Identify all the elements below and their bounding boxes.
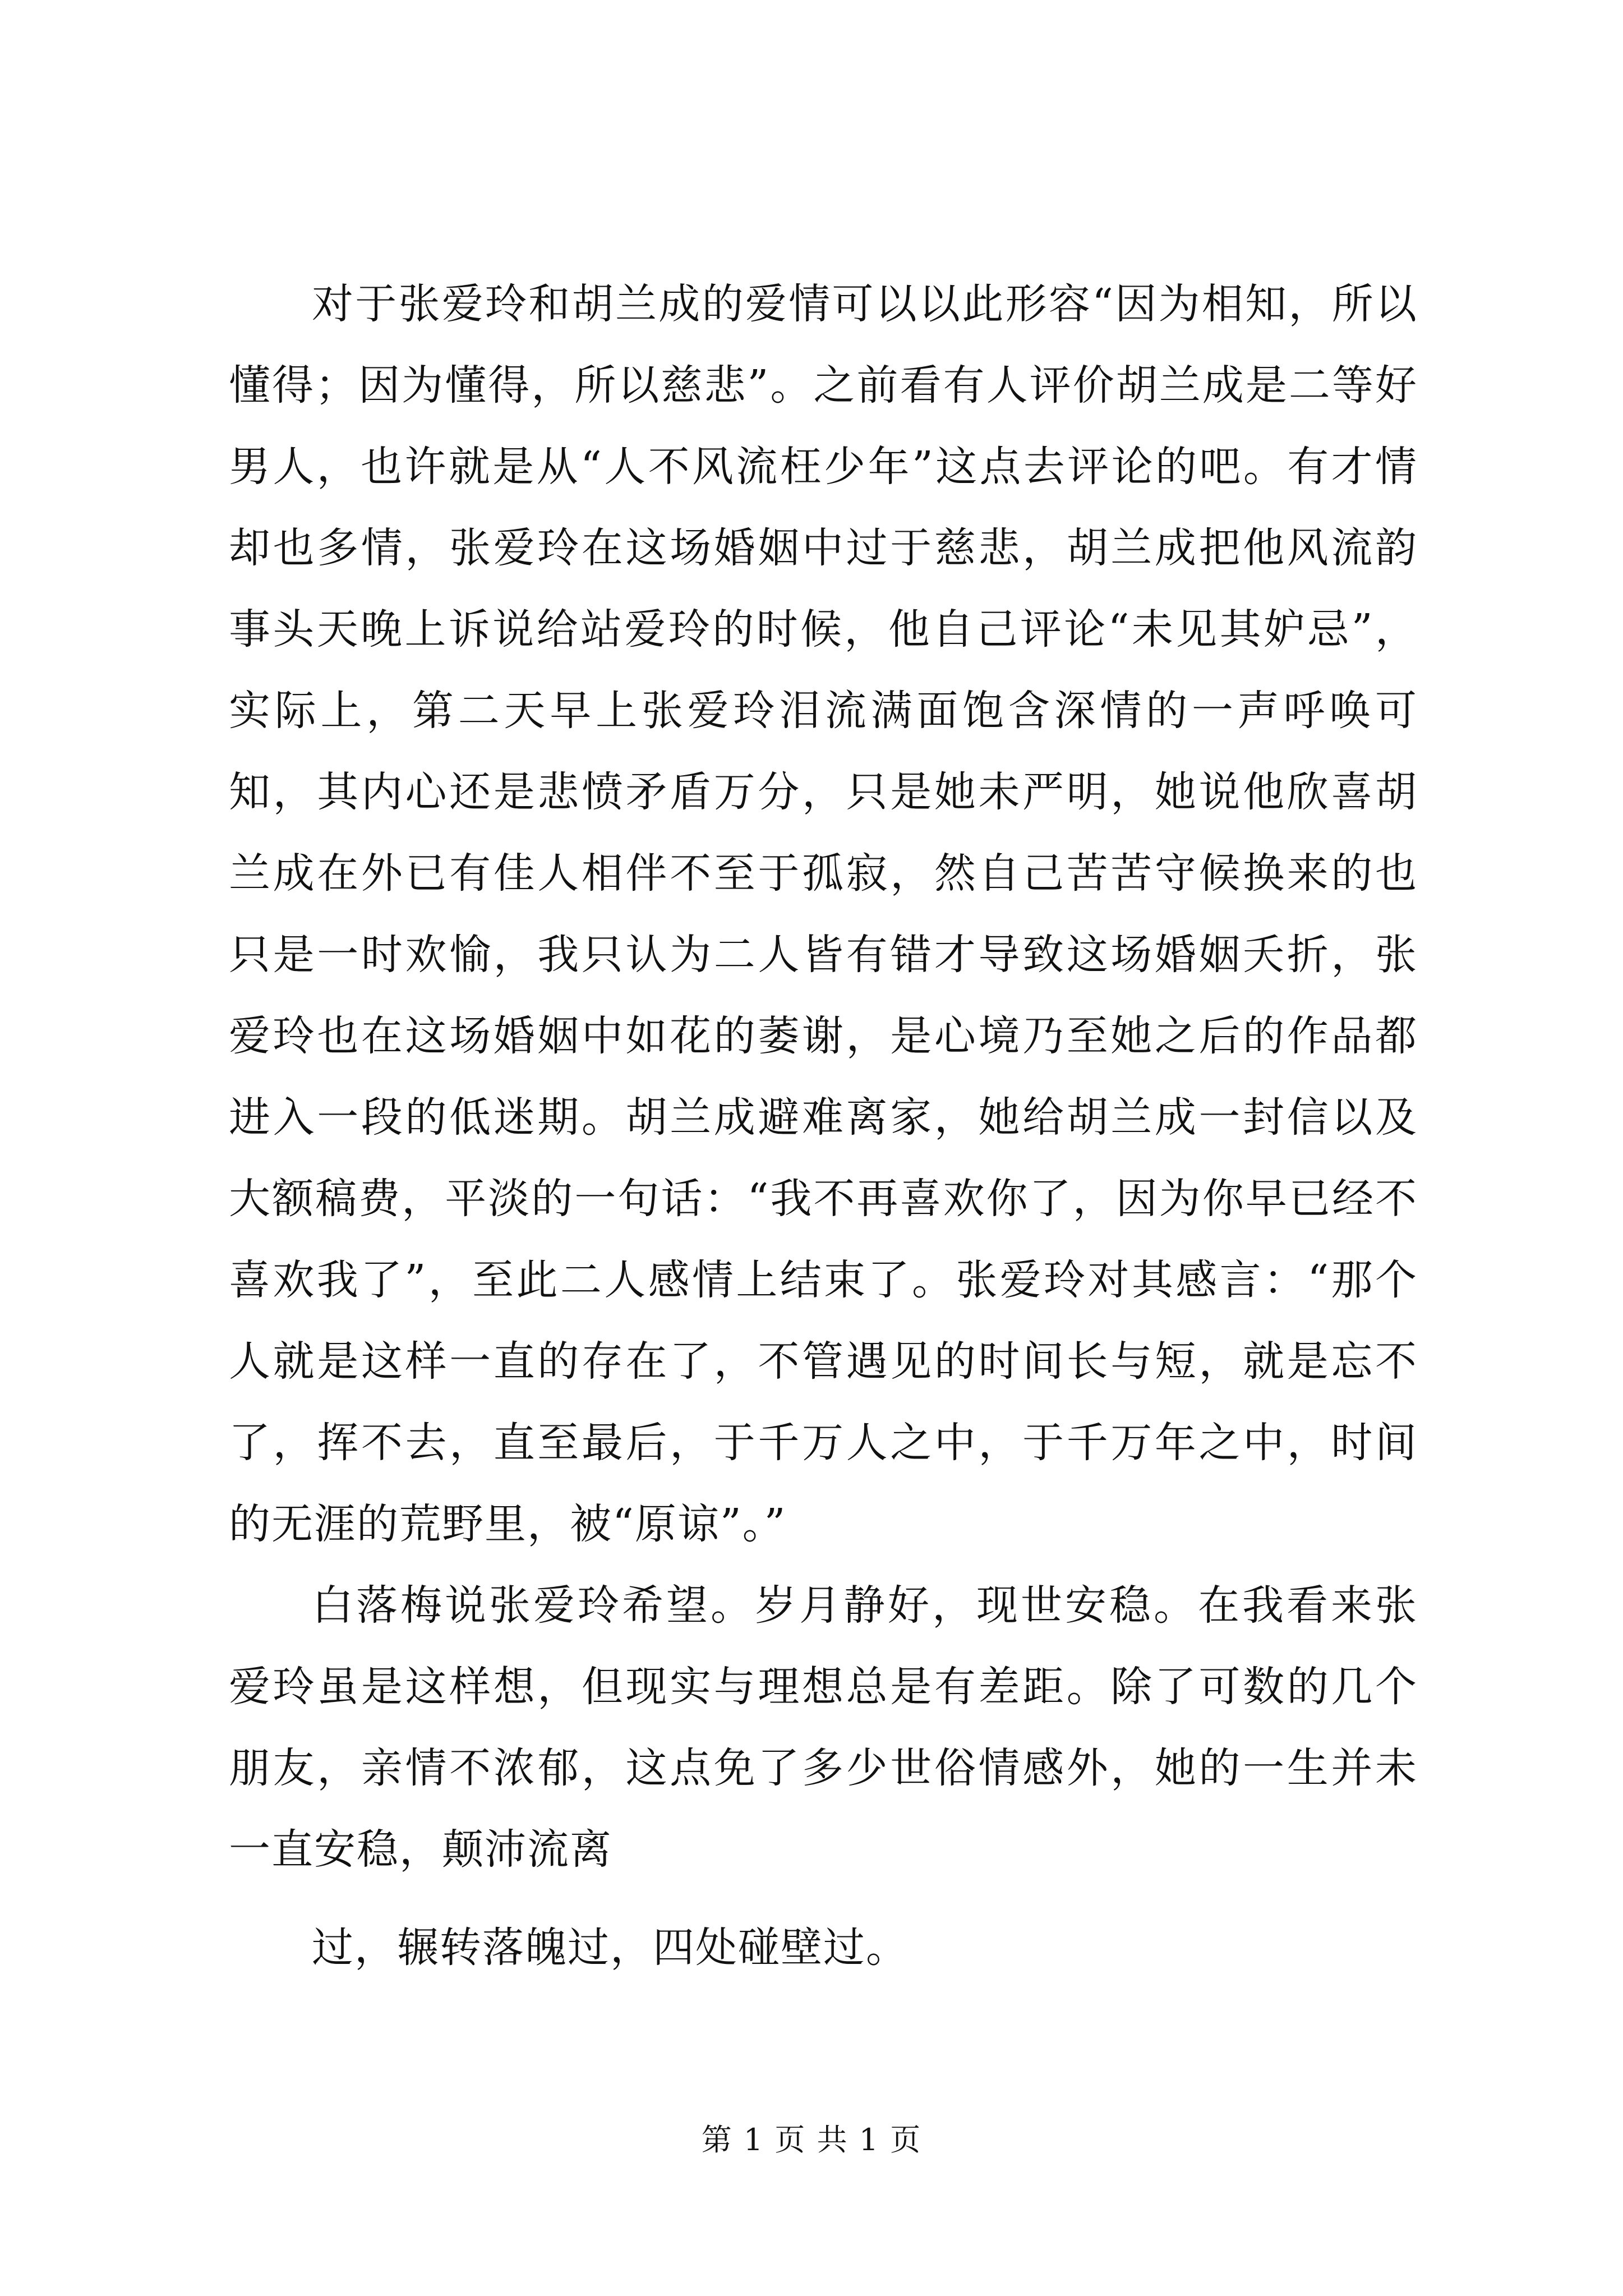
page-footer: 第 1 页 共 1 页 [701,2122,922,2157]
paragraph-1: 对于张爱玲和胡兰成的爱情可以以此形容“因为相知，所以懂得；因为懂得，所以慈悲”。之前看有人评价胡兰成是二等好男人，也许就是从“人不风流枉少年”这点去评论的吧。有才情却也多情，张爱玲在这场婚姻中过于慈悲，胡兰成把他风流韵事头天晚上诉说给站爱玲的时候，他自己评论“未见其妒忌”，实际上，第二天早上张爱玲泪流满面饱含深情的一声呼唤可知，其内心还是悲愤矛盾万分，只是她未严明，她说他欣喜胡兰成在外已有佳人相伴不至于孤寂，然自己苦苦守候换来的也只是一时欢愉，我只认为二人皆有错才导致这场婚姻夭折，张爱玲也在这场婚姻中如花的萎谢，是心境乃至她之后的作品都进入一段的低迷期。胡兰成避难离家，她给胡兰成一封信以及大额稿费，平淡的一句话：“我不再喜欢你了，因为你早已经不喜欢我了”，至此二人感情上结束了。张爱玲对其感言：“那个人就是这样一直的存在了，不管遇见的时间长与短，就是忘不了，挥不去，直至最后，于千万人之中，于千万年之中，时间的无涯的荒野里，被“原谅”。” [229,280,1418,1548]
paragraph-continuation: 过，辗转落魄过，四处碰壁过。 [312,1924,909,1972]
paragraph-2: 白落梅说张爱玲希望。岁月静好，现世安稳。在我看来张爱玲虽是这样想，但现实与理想总是有差距。除了可数的几个朋友，亲情不浓郁，这点免了多少世俗情感外，她的一生并未一直安稳，颠沛流离 [229,1581,1418,1874]
document-body [229,264,1418,1989]
